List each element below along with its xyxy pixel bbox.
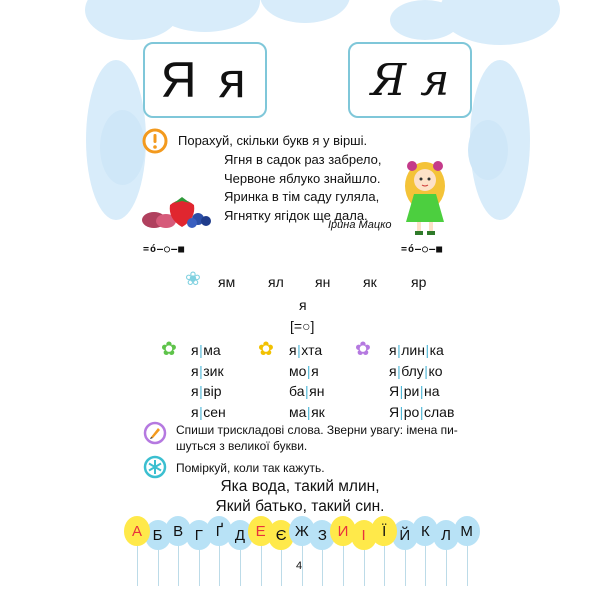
- doll-illustration: [400, 160, 450, 238]
- poem-line: Червоне яблуко знайшло.: [224, 170, 381, 186]
- balloon-string: [261, 546, 262, 586]
- word: мо|я: [289, 362, 319, 379]
- think-task: Поміркуй, коли так кажуть.: [176, 461, 325, 475]
- alphabet-letter: Б: [152, 526, 163, 544]
- proverb-line: Який батько, такий син.: [215, 498, 385, 515]
- syllable: ям: [218, 274, 236, 290]
- flower-icon: ❀: [185, 269, 201, 290]
- word: я|лин|ка: [389, 342, 444, 358]
- word: Я|ри|на: [389, 383, 440, 399]
- alphabet-letter: Г: [194, 526, 203, 544]
- sound-scheme: [=○]: [290, 318, 315, 334]
- syllable: яр: [411, 274, 427, 290]
- word-column: [389, 340, 454, 422]
- doll-scheme: =ó–○–■: [401, 244, 444, 255]
- single-letter: я: [299, 297, 307, 313]
- alphabet-letter: Е: [255, 522, 266, 540]
- alphabet-letter: Д: [234, 526, 246, 544]
- balloon-string: [364, 546, 365, 586]
- letter-card-print: [143, 42, 267, 118]
- balloon-string: [384, 546, 385, 586]
- balloon-string: [281, 546, 282, 586]
- alphabet-balloon: [454, 516, 480, 546]
- balloon-string: [178, 546, 179, 586]
- poem-author: Ірина Мацко: [328, 219, 392, 231]
- alphabet-letter: М: [460, 522, 473, 540]
- balloon-string: [343, 546, 344, 586]
- alphabet-letter: Ґ: [215, 522, 224, 540]
- snowflake-icon: [143, 455, 167, 479]
- alphabet-balloon: [412, 516, 438, 546]
- balloon-string: [322, 546, 323, 586]
- alphabet-balloon: [206, 516, 232, 546]
- balloon-string: [219, 546, 220, 586]
- cloud: [260, 0, 350, 23]
- berries-illustration: [140, 193, 218, 231]
- alphabet-letter: К: [421, 522, 430, 540]
- pen-icon: [143, 421, 167, 445]
- word: я|ма: [191, 342, 221, 358]
- balloon-string: [405, 546, 406, 586]
- poem-line: Ягнятку ягідок ще дала.: [224, 207, 368, 223]
- cloud: [468, 120, 508, 180]
- alphabet-balloon: [165, 516, 191, 546]
- alphabet-letter: И: [337, 522, 349, 540]
- flower-icon: ✿: [355, 339, 371, 360]
- word-column: [289, 340, 325, 422]
- poem-line: Яринка в тім саду гуляла,: [224, 189, 380, 204]
- syllable: ян: [315, 274, 331, 290]
- syllable: як: [363, 274, 377, 290]
- alphabet-letter: В: [173, 522, 184, 540]
- alphabet-balloon: [371, 516, 397, 546]
- word: Я|ро|слав: [389, 403, 455, 420]
- balloon-string: [446, 546, 447, 586]
- alphabet-letter: З: [317, 526, 327, 544]
- alphabet-balloons: [124, 516, 484, 586]
- word: я|зик: [191, 362, 224, 379]
- word: ма|як: [289, 403, 325, 420]
- word: я|блу|ко: [389, 362, 443, 379]
- copy-task-line: Спиши трискладові слова. Зверни увагу: імена пи-: [176, 423, 458, 437]
- alphabet-letter: Є: [275, 526, 287, 544]
- copy-task-line: шуться з великої букви.: [176, 439, 308, 453]
- print-letters: Я я: [160, 52, 250, 108]
- alphabet-letter: Л: [441, 526, 451, 544]
- page-number: 4: [296, 560, 303, 572]
- copy-task: [176, 422, 458, 454]
- poem-line: Ягня в садок раз забрело,: [224, 152, 382, 167]
- word: я|хта: [289, 342, 323, 358]
- cloud: [390, 0, 460, 40]
- alphabet-balloon: [330, 516, 356, 546]
- word: я|вір: [191, 383, 222, 399]
- balloon-string: [240, 546, 241, 586]
- balloon-string: [158, 546, 159, 586]
- balloon-string: [199, 546, 200, 586]
- balloon-string: [425, 546, 426, 586]
- alphabet-letter: Ї: [382, 522, 387, 540]
- cloud: [100, 110, 145, 185]
- word-column: [191, 340, 226, 422]
- exclamation-icon: [142, 128, 168, 154]
- syllable: ял: [268, 274, 284, 290]
- berries-scheme: =ó–○–■: [143, 244, 186, 255]
- alphabet-letter: А: [131, 522, 142, 540]
- balloon-string: [467, 546, 468, 586]
- proverb-line: Яка вода, такий млин,: [220, 478, 380, 495]
- poem: [224, 151, 381, 225]
- alphabet-balloon: [289, 516, 315, 546]
- balloon-string: [137, 546, 138, 586]
- letter-card-script: [348, 42, 472, 118]
- flower-icon: ✿: [161, 339, 177, 360]
- poem-intro: Порахуй, скільки букв я у вірші.: [178, 133, 368, 148]
- flower-icon: ✿: [258, 339, 274, 360]
- alphabet-letter: Й: [399, 526, 411, 544]
- alphabet-letter: Ж: [294, 522, 309, 540]
- alphabet-balloon: [124, 516, 150, 546]
- alphabet-balloon: [248, 516, 274, 546]
- alphabet-letter: І: [361, 526, 366, 544]
- word: ба|ян: [289, 383, 325, 399]
- word: я|сен: [191, 403, 226, 420]
- script-letters: Я я: [370, 54, 450, 106]
